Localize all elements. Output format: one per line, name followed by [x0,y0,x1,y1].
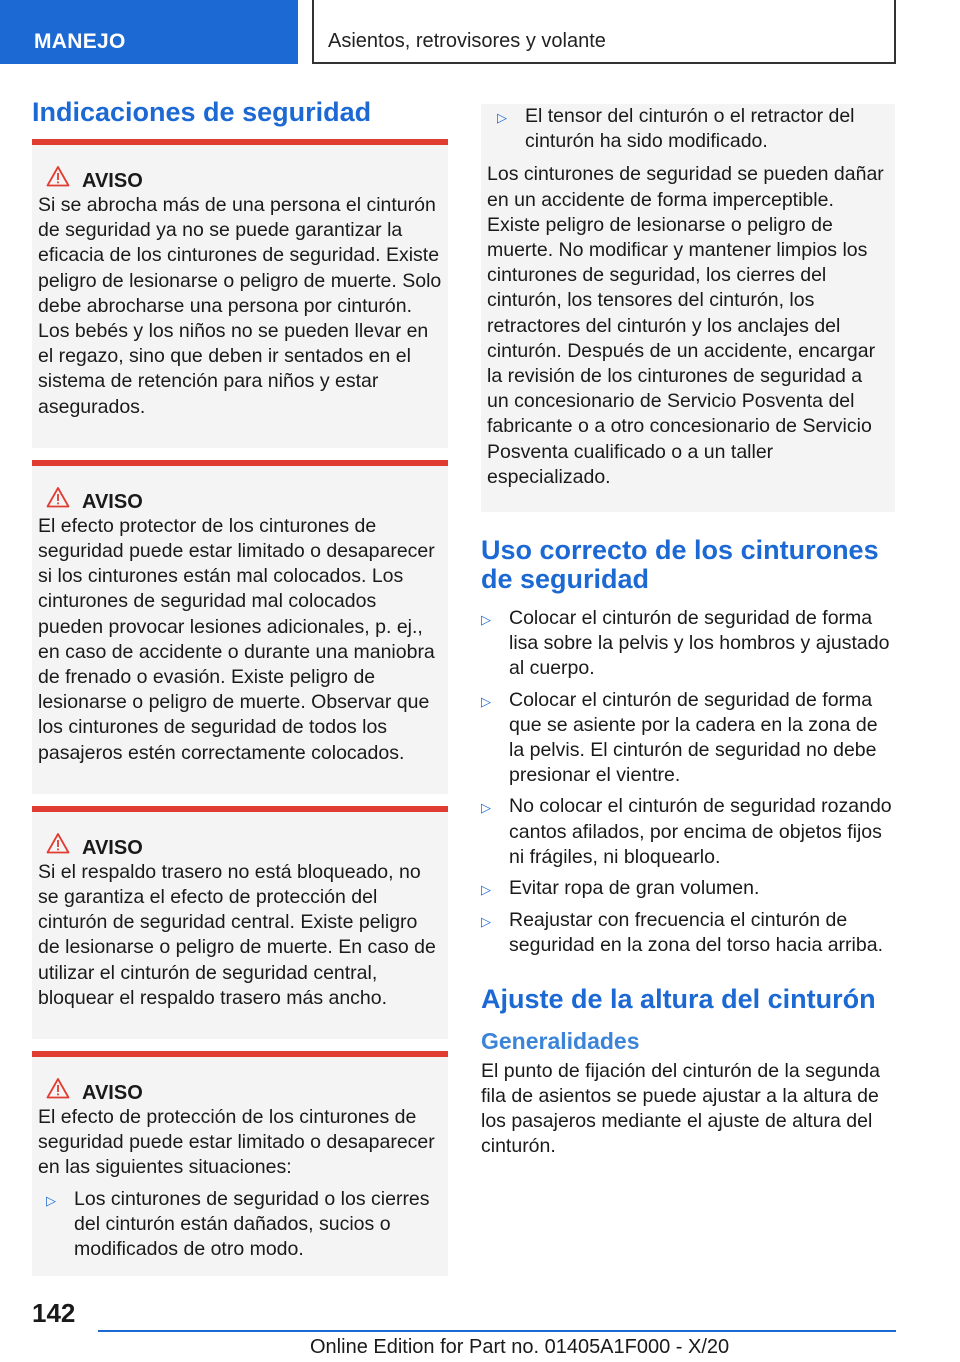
bullet-triangle-icon: ▷ [481,693,491,709]
edition-note: Online Edition for Part no. 01405A1F000 - X/20 [310,1336,730,1358]
page-number: 142 [32,1298,76,1328]
page-title: Indicaciones de seguridad [32,97,372,127]
body-text: El punto de fijación del cinturón de la segunda fila de asientos se puede ajustar a la altura de los pasajeros mediante el ajuste de altura del cinturón. [481,1059,880,1158]
warning-label: AVISO [82,170,143,192]
bullet-list [481,606,895,959]
warning-text: El efecto protector de los cinturones de seguridad puede estar limitado o desaparecer si los cinturones están mal colocados. Los cinturones de seguridad mal colocados pueden provocar lesiones adicionales, p. ej., en caso de accidente o durante una maniobra de frenado o evasión. Existe peligro de lesionarse o peligro de muerte. Observar que los cinturones de seguridad de todos los pasajeros estén correctamente colocados. [38,514,435,764]
bullet-triangle-icon: ▷ [497,110,507,125]
chapter-label: MANEJO [34,30,126,53]
section-heading: Uso correcto de los cinturones de seguridad [481,535,879,595]
list-item-text: Los cinturones de seguridad o los cierres del cinturón están dañados, sucios o modificados de otro modo. [74,1187,430,1261]
list-item [481,688,895,789]
warning-text: Si se abrocha más de una persona el cinturón de seguridad ya no se puede garantizar la eficacia de los cinturones de seguridad. Existe peligro de lesionarse o peligro de muerte. Solo debe abrocharse una persona por cinturón. Los bebés y los niños no se pueden llevar en el regazo, sino que deben ir sentados en el sistema de retención para niños y estar asegurados. [38,194,442,418]
warning-label: AVISO [82,490,143,513]
list-item [481,876,895,902]
list-item-text: El tensor del cinturón o el retractor del cinturón ha sido modificado. [525,105,855,153]
warning-box-continued [481,104,895,512]
warning-box [32,1051,448,1276]
list-item-text: Evitar ropa de gran volumen. [509,877,760,900]
subsection-heading: Generalidades [481,1027,640,1054]
section-header [312,0,896,64]
list-item [38,1187,442,1263]
chapter-tab [0,0,298,64]
footer-divider [98,1330,896,1332]
section-heading: Ajuste de la altura del cinturón [481,983,876,1014]
bullet-triangle-icon: ▷ [481,800,491,816]
warning-box [32,806,448,1039]
warning-label: AVISO [82,1082,143,1105]
warning-triangle-icon [46,486,70,508]
list-item-text: Reajustar con frecuencia el cinturón de seguridad en la zona del torso hacia arriba. [509,909,883,957]
warning-triangle-icon [46,1077,70,1099]
list-item [481,606,895,682]
bullet-triangle-icon: ▷ [481,612,491,628]
warning-box [32,139,448,448]
list-item-text: Colocar el cinturón de seguridad de forma que se asiente por la cadera en la zona de la pelvis. El cinturón de seguridad no debe presionar el vientre. [509,688,878,787]
right-column [481,104,895,1160]
warning-triangle-icon [46,832,70,854]
bullet-triangle-icon: ▷ [46,1192,56,1208]
bullet-triangle-icon: ▷ [481,914,491,930]
warning-text: Si el respaldo trasero no está bloqueado, no se garantiza el efecto de protección del cinturón de seguridad central. Existe peligro de lesionarse o peligro de muerte. En caso de utilizar el cinturón de seguridad central, bloquear el respaldo trasero más ancho. [38,860,436,1009]
left-column [32,98,448,1288]
bullet-triangle-icon: ▷ [481,882,491,898]
list-item-text: No colocar el cinturón de seguridad rozando cantos afilados, por encima de objetos fijos ni frágiles, ni bloquearlo. [509,795,892,868]
warning-box [32,460,448,794]
list-item [481,794,895,870]
list-item-text: Colocar el cinturón de seguridad de forma lisa sobre la pelvis y los hombros y ajustado al cuerpo. [509,607,890,680]
list-item [481,908,895,958]
warning-label: AVISO [82,836,143,859]
list-item [487,104,889,154]
warning-text: El efecto de protección de los cinturones de seguridad puede estar limitado o desaparecer en las siguientes situaciones: [38,1106,435,1179]
section-title: Asientos, retrovisores y volante [328,30,606,52]
warning-triangle-icon [46,165,70,187]
warning-text: Los cinturones de seguridad se pueden dañar en un accidente de forma imperceptible. Existe peligro de lesionarse o peligro de muerte. No modificar y mantener limpios los cinturones de seguridad, los cierres del cinturón, los tensores del cinturón, los retractores del cinturón y los anclajes del cinturón. Después de un accidente, encargar la revisión de los cinturones de seguridad a un concesionario de Servicio Posventa del fabricante o a otro concesionario de Servicio Posventa cualificado o a un taller especializado. [487,163,884,488]
